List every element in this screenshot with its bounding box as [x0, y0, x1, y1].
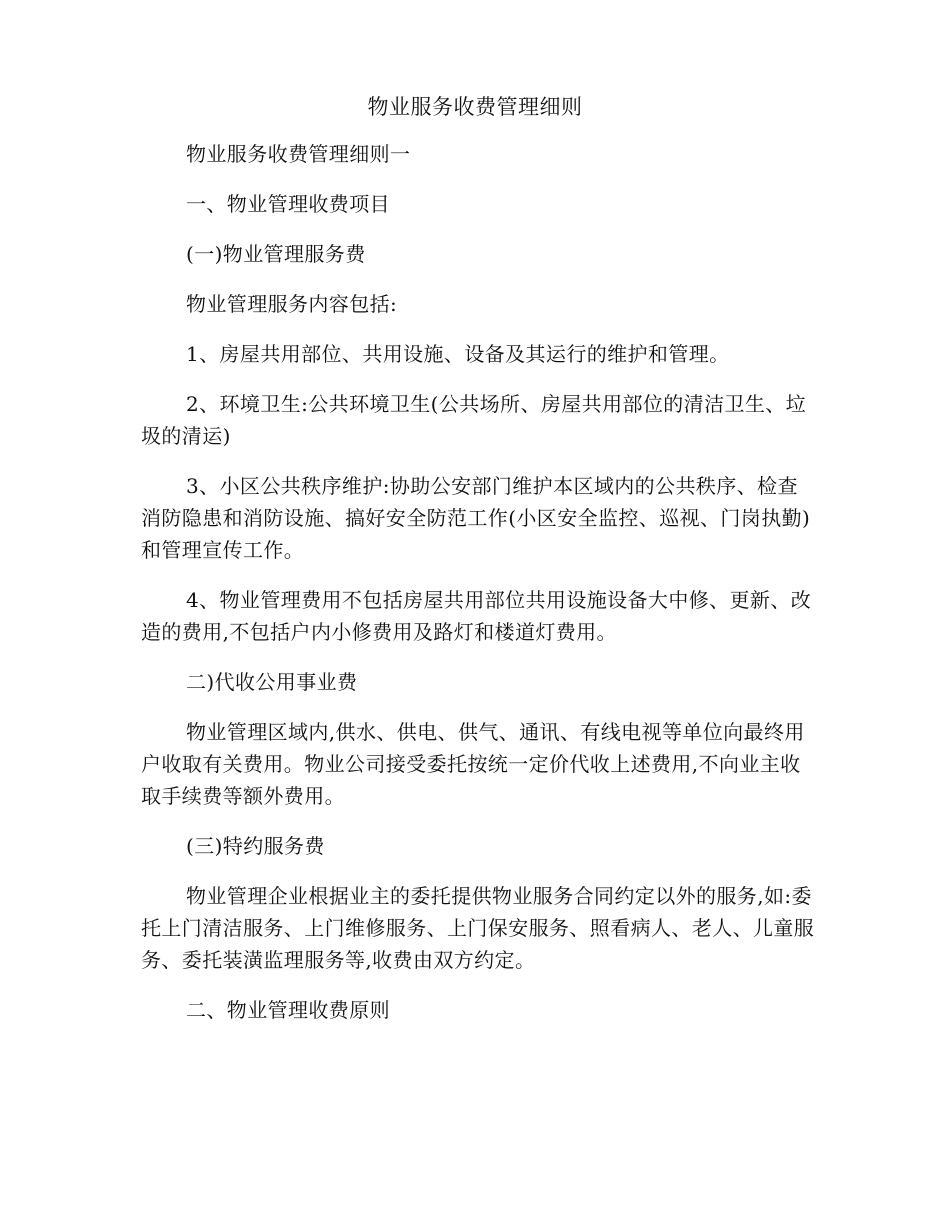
subsection-heading-service-fee: (一)物业管理服务费 [186, 242, 366, 266]
section-heading-charge-items: 一、物业管理收费项目 [186, 192, 390, 216]
list-item-1: 1、房屋共用部位、共用设施、设备及其运行的维护和管理。 [186, 342, 730, 366]
subsection-heading-special-service-fee: (三)特约服务费 [186, 834, 325, 858]
document-body [141, 138, 816, 1044]
paragraph-service-content-intro: 物业管理服务内容包括: [186, 292, 398, 316]
section-heading-charge-principles: 二、物业管理收费原则 [186, 998, 390, 1022]
list-item-3: 3、小区公共秩序维护:协助公安部门维护本区域内的公共秩序、检查消防隐患和消防设施、搞好安全防范工作(小区安全监控、巡视、门岗执勤)和管理宣传工作。 [141, 474, 811, 562]
paragraph-subtitle: 物业服务收费管理细则一 [186, 142, 411, 166]
document-title: 物业服务收费管理细则 [367, 95, 583, 119]
list-item-4: 4、物业管理费用不包括房屋共用部位共用设施设备大中修、更新、改造的费用,不包括户内小修费用及路灯和楼道灯费用。 [141, 588, 812, 644]
paragraph-utility-fee: 物业管理区域内,供水、供电、供气、通讯、有线电视等单位向最终用户收取有关费用。物业公司接受委托按统一定价代收上述费用,不向业主收取手续费等额外费用。 [141, 720, 805, 808]
list-item-2: 2、环境卫生:公共环境卫生(公共场所、房屋共用部位的清洁卫生、垃圾的清运) [141, 392, 807, 448]
subsection-heading-utility-fee: 二)代收公用事业费 [186, 670, 358, 694]
paragraph-special-service-fee: 物业管理企业根据业主的委托提供物业服务合同约定以外的服务,如:委托上门清洁服务、上门维修服务、上门保安服务、照看病人、老人、儿童服务、委托装潢监理服务等,收费由双方约定。 [141, 884, 815, 972]
